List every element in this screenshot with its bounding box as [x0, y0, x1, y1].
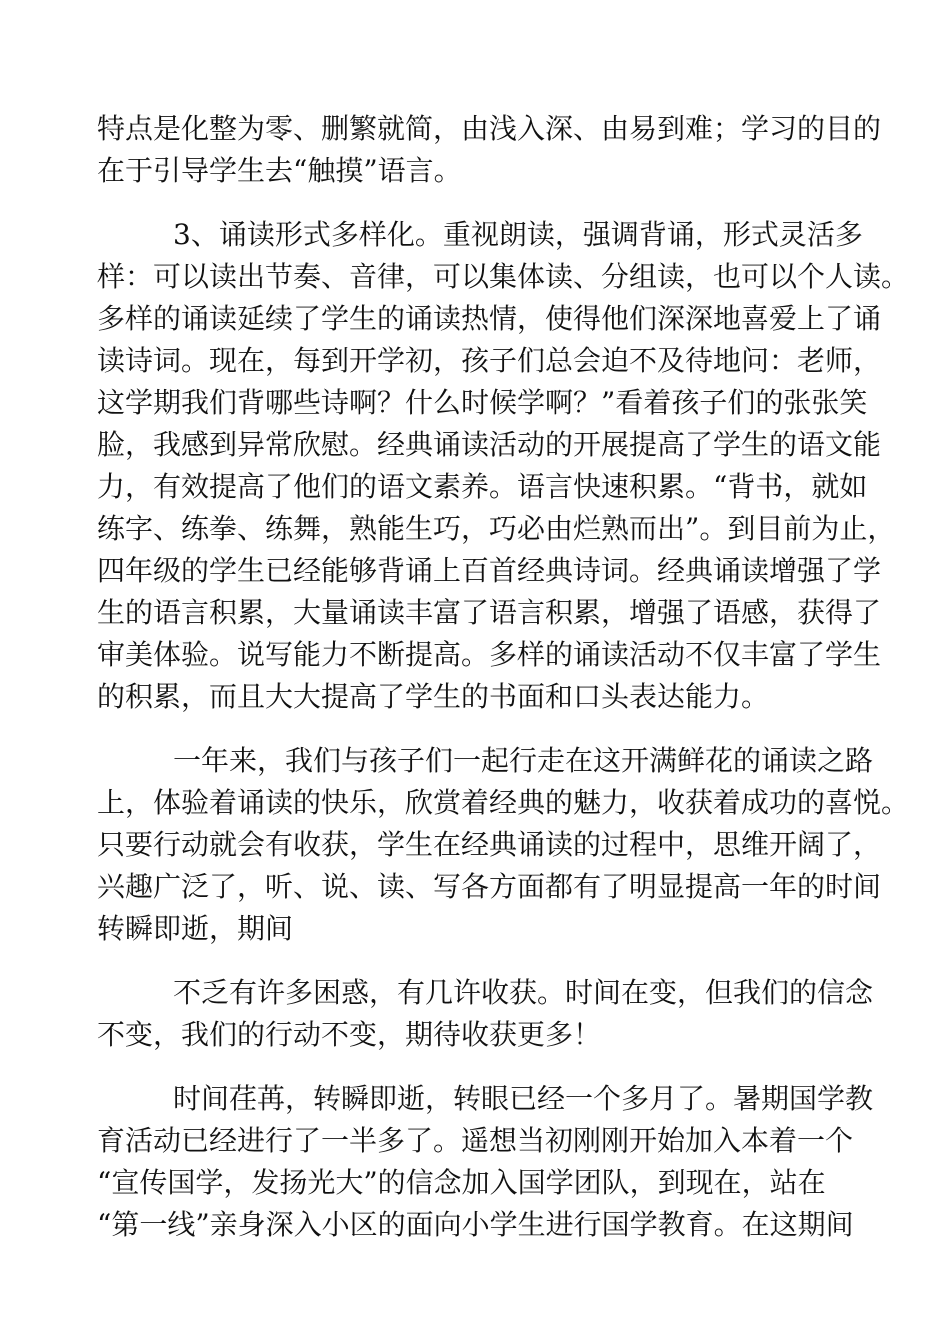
paragraph-spacer [97, 192, 867, 214]
text-line: 四年级的学生已经能够背诵上百首经典诗词。经典诵读增强了学 [97, 554, 882, 587]
text-line: 不乏有许多困惑，有几许收获。时间在变，但我们的信念 [173, 976, 874, 1009]
paragraph-2 [97, 214, 910, 718]
text-line: 3、诵读形式多样化。重视朗读，强调背诵，形式灵活多 [173, 218, 863, 251]
paragraph-3 [97, 740, 910, 950]
text-line: 时间荏苒，转瞬即逝，转眼已经一个多月了。暑期国学教 [173, 1082, 874, 1115]
text-line: “第一线”亲身深入小区的面向小学生进行国学教育。在这期间 [97, 1208, 854, 1241]
document-body [97, 108, 910, 1246]
text-line: 上，体验着诵读的快乐，欣赏着经典的魅力，收获着成功的喜悦。 [97, 786, 910, 819]
paragraph-4 [97, 972, 874, 1056]
text-line: 特点是化整为零、删繁就简，由浅入深、由易到难；学习的目的 [97, 112, 882, 145]
paragraph-spacer [97, 718, 867, 740]
text-line: 审美体验。说写能力不断提高。多样的诵读活动不仅丰富了学生 [97, 638, 882, 671]
text-line: 练字、练拳、练舞，熟能生巧，巧必由烂熟而出”。到目前为止， [97, 512, 896, 545]
paragraph-spacer [97, 950, 867, 972]
text-line: 转瞬即逝，期间 [97, 912, 294, 945]
text-line: 多样的诵读延续了学生的诵读热情，使得他们深深地喜爱上了诵 [97, 302, 882, 335]
text-line: 一年来，我们与孩子们一起行走在这开满鲜花的诵读之路 [173, 744, 874, 777]
text-line: 育活动已经进行了一半多了。遥想当初刚刚开始加入本着一个 [97, 1124, 854, 1157]
paragraph-spacer [97, 1056, 867, 1078]
text-line: 读诗词。现在，每到开学初，孩子们总会迫不及待地问：老师， [97, 344, 882, 377]
paragraph-5 [97, 1078, 874, 1246]
text-line: 不变，我们的行动不变，期待收获更多！ [97, 1018, 602, 1051]
paragraph-1 [97, 108, 882, 192]
text-line: 脸，我感到异常欣慰。经典诵读活动的开展提高了学生的语文能 [97, 428, 882, 461]
text-line: 这学期我们背哪些诗啊？什么时候学啊？”看着孩子们的张张笑 [97, 386, 868, 419]
text-line: 的积累，而且大大提高了学生的书面和口头表达能力。 [97, 680, 770, 713]
text-line: 样：可以读出节奏、音律，可以集体读、分组读，也可以个人读。 [97, 260, 910, 293]
text-line: 兴趣广泛了，听、说、读、写各方面都有了明显提高一年的时间 [97, 870, 882, 903]
text-line: 生的语言积累，大量诵读丰富了语言积累，增强了语感，获得了 [97, 596, 882, 629]
text-line: 力，有效提高了他们的语文素养。语言快速积累。“背书，就如 [97, 470, 868, 503]
text-line: 在于引导学生去“触摸”语言。 [97, 154, 462, 187]
text-line: “宣传国学，发扬光大”的信念加入国学团队，到现在，站在 [97, 1166, 826, 1199]
text-line: 只要行动就会有收获，学生在经典诵读的过程中，思维开阔了， [97, 828, 882, 861]
